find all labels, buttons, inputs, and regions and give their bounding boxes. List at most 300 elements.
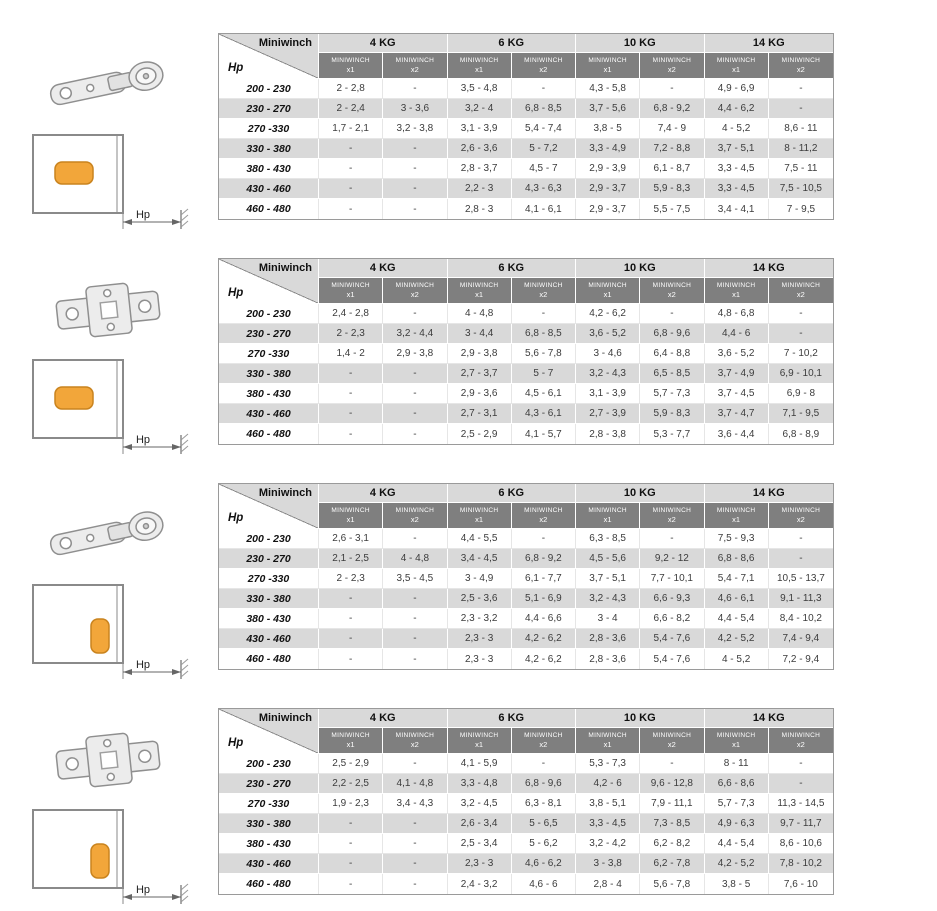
value-cell: 7,5 - 9,3 xyxy=(705,529,769,549)
value-cell: 3,6 - 5,2 xyxy=(576,324,640,344)
hp-range-cell: 330 - 380 xyxy=(219,589,319,609)
value-cell: - xyxy=(383,874,447,894)
value-cell: 6,3 - 8,5 xyxy=(576,529,640,549)
subheader-cell xyxy=(640,278,704,304)
value-cell: 4,9 - 6,9 xyxy=(705,79,769,99)
value-cell: 3,1 - 3,9 xyxy=(576,384,640,404)
hp-range-cell: 270 -330 xyxy=(219,344,319,364)
table-body xyxy=(219,79,833,219)
value-cell: 9,2 - 12 xyxy=(640,549,704,569)
value-cell: - xyxy=(383,609,447,629)
subheader-cell xyxy=(769,503,833,529)
hp-range-cell: 430 - 460 xyxy=(219,179,319,199)
hp-range-cell: 380 - 430 xyxy=(219,834,319,854)
value-cell: 4,1 - 5,7 xyxy=(512,424,576,444)
value-cell: 2,9 - 3,8 xyxy=(448,344,512,364)
value-cell: 4,5 - 5,6 xyxy=(576,549,640,569)
value-cell: - xyxy=(512,79,576,99)
miniwinch-label: MINIWINCH xyxy=(781,506,821,514)
miniwinch-label: MINIWINCH xyxy=(459,731,499,739)
hp-range-cell: 330 - 380 xyxy=(219,364,319,384)
table-head xyxy=(219,34,833,79)
value-cell: 3,4 - 4,1 xyxy=(705,199,769,219)
value-cell: 6,1 - 7,7 xyxy=(512,569,576,589)
table-row xyxy=(219,629,833,649)
section-2-graphics xyxy=(0,258,218,461)
corner-hp-label: Hp xyxy=(228,62,244,74)
value-cell: 3,3 - 4,9 xyxy=(576,139,640,159)
value-cell: 4,3 - 6,1 xyxy=(512,404,576,424)
concealed-hinge-icon xyxy=(47,502,171,568)
load-capacity-table-3 xyxy=(219,484,833,669)
value-cell: 2 - 2,3 xyxy=(319,324,383,344)
table-row xyxy=(219,754,833,774)
value-cell: 3,5 - 4,5 xyxy=(383,569,447,589)
variant-label: x1 xyxy=(732,289,741,299)
table-row xyxy=(219,529,833,549)
table-row xyxy=(219,649,833,669)
value-cell: 3,7 - 4,9 xyxy=(705,364,769,384)
value-cell: 9,6 - 12,8 xyxy=(640,774,704,794)
miniwinch-label: MINIWINCH xyxy=(331,56,370,64)
value-cell: 1,9 - 2,3 xyxy=(319,794,383,814)
value-cell: 5 - 7,2 xyxy=(512,139,576,159)
value-cell: - xyxy=(769,774,833,794)
value-cell: 5,6 - 7,8 xyxy=(640,874,704,894)
value-cell: 6,8 - 9,2 xyxy=(512,549,576,569)
load-capacity-table-4 xyxy=(219,709,833,894)
value-cell: - xyxy=(640,79,704,99)
subheader-cell xyxy=(383,53,447,79)
variant-label: x2 xyxy=(667,64,676,74)
table-body xyxy=(219,529,833,669)
miniwinch-label: MINIWINCH xyxy=(781,281,821,289)
value-cell: - xyxy=(383,424,447,444)
miniwinch-label: MINIWINCH xyxy=(652,506,692,514)
variant-label: x1 xyxy=(603,514,612,524)
value-cell: 6,9 - 8 xyxy=(769,384,833,404)
kg-header-cell: 4 KG xyxy=(319,259,448,278)
value-cell: 5,6 - 7,8 xyxy=(512,344,576,364)
value-cell: - xyxy=(383,814,447,834)
table-row xyxy=(219,364,833,384)
value-cell: 10,5 - 13,7 xyxy=(769,569,833,589)
value-cell: 3,8 - 5 xyxy=(576,119,640,139)
value-cell: 7,4 - 9 xyxy=(640,119,704,139)
value-cell: 2,9 - 3,8 xyxy=(383,344,447,364)
value-cell: 2,3 - 3 xyxy=(448,629,512,649)
value-cell: 7,2 - 9,4 xyxy=(769,649,833,669)
value-cell: - xyxy=(383,199,447,219)
value-cell: 7,7 - 10,1 xyxy=(640,569,704,589)
value-cell: 2,3 - 3 xyxy=(448,854,512,874)
kg-header-row xyxy=(219,259,833,278)
variant-label: x2 xyxy=(410,64,419,74)
section-1 xyxy=(0,33,937,236)
value-cell: 3,3 - 4,5 xyxy=(576,814,640,834)
hp-range-cell: 200 - 230 xyxy=(219,304,319,324)
value-cell: 2,9 - 3,7 xyxy=(576,199,640,219)
value-cell: 3,7 - 5,1 xyxy=(576,569,640,589)
winch-pad xyxy=(55,162,93,184)
value-cell: 2,5 - 2,9 xyxy=(448,424,512,444)
value-cell: - xyxy=(383,649,447,669)
value-cell: 4,1 - 6,1 xyxy=(512,199,576,219)
value-cell: 3,8 - 5 xyxy=(705,874,769,894)
miniwinch-label: MINIWINCH xyxy=(395,281,435,289)
table-row xyxy=(219,79,833,99)
kg-header-cell: 14 KG xyxy=(705,34,834,53)
hp-range-cell: 460 - 480 xyxy=(219,649,319,669)
value-cell: 3 - 3,6 xyxy=(383,99,447,119)
value-cell: - xyxy=(319,404,383,424)
corner-cell xyxy=(219,484,319,529)
subheader-cell xyxy=(769,278,833,304)
value-cell: 2,7 - 3,9 xyxy=(576,404,640,424)
value-cell: 2,6 - 3,1 xyxy=(319,529,383,549)
kg-header-cell: 4 KG xyxy=(319,34,448,53)
table-row xyxy=(219,159,833,179)
value-cell: - xyxy=(319,629,383,649)
value-cell: 4,5 - 7 xyxy=(512,159,576,179)
value-cell: 2,2 - 3 xyxy=(448,179,512,199)
value-cell: 4 - 5,2 xyxy=(705,119,769,139)
table-row xyxy=(219,854,833,874)
miniwinch-label: MINIWINCH xyxy=(524,56,563,64)
miniwinch-label: MINIWINCH xyxy=(588,56,627,64)
cabinet-diagram-vertical-pad xyxy=(25,806,193,906)
variant-label: x1 xyxy=(475,739,484,749)
value-cell: 5,4 - 7,6 xyxy=(640,629,704,649)
kg-header-cell: 4 KG xyxy=(319,484,448,503)
load-capacity-table-2 xyxy=(219,259,833,444)
value-cell: - xyxy=(769,324,833,344)
winch-pad xyxy=(91,844,109,878)
value-cell: 3 - 3,8 xyxy=(576,854,640,874)
value-cell: 6,8 - 8,5 xyxy=(512,99,576,119)
value-cell: 3 - 4,6 xyxy=(576,344,640,364)
table-head xyxy=(219,484,833,529)
miniwinch-label: MINIWINCH xyxy=(395,506,435,514)
value-cell: 4,9 - 6,3 xyxy=(705,814,769,834)
kg-header-cell: 10 KG xyxy=(576,34,705,53)
variant-label: x2 xyxy=(410,289,419,299)
hp-range-cell: 330 - 380 xyxy=(219,139,319,159)
variant-label: x2 xyxy=(410,739,419,749)
variant-label: x1 xyxy=(346,289,355,299)
cabinet-diagram-horizontal-pad xyxy=(25,356,193,456)
value-cell: 4,1 - 5,9 xyxy=(448,754,512,774)
variant-label: x1 xyxy=(603,289,612,299)
value-cell: 6,8 - 9,6 xyxy=(640,324,704,344)
cabinet-diagram-horizontal-pad xyxy=(25,131,193,231)
value-cell: 3,1 - 3,9 xyxy=(448,119,512,139)
value-cell: 6,5 - 8,5 xyxy=(640,364,704,384)
value-cell: 4,4 - 5,5 xyxy=(448,529,512,549)
subheader-cell xyxy=(319,728,383,754)
variant-label: x2 xyxy=(539,739,548,749)
corner-title: Miniwinch xyxy=(258,262,312,274)
value-cell: 5,7 - 7,3 xyxy=(640,384,704,404)
winch-pad xyxy=(55,387,93,409)
variant-label: x2 xyxy=(667,739,676,749)
miniwinch-label: MINIWINCH xyxy=(588,731,627,739)
variant-label: x1 xyxy=(475,64,484,74)
kg-header-cell: 14 KG xyxy=(705,709,834,728)
value-cell: 3,2 - 4,4 xyxy=(383,324,447,344)
value-cell: 2,3 - 3,2 xyxy=(448,609,512,629)
kg-header-cell: 14 KG xyxy=(705,259,834,278)
value-cell: 4,2 - 6,2 xyxy=(576,304,640,324)
hp-range-cell: 230 - 270 xyxy=(219,324,319,344)
value-cell: 6,6 - 8,2 xyxy=(640,609,704,629)
value-cell: 6,8 - 9,2 xyxy=(640,99,704,119)
value-cell: - xyxy=(383,159,447,179)
value-cell: - xyxy=(319,834,383,854)
value-cell: 5,3 - 7,7 xyxy=(640,424,704,444)
kg-header-row xyxy=(219,484,833,503)
value-cell: 2,7 - 3,7 xyxy=(448,364,512,384)
value-cell: 5,3 - 7,3 xyxy=(576,754,640,774)
value-cell: 6,8 - 9,6 xyxy=(512,774,576,794)
miniwinch-label: MINIWINCH xyxy=(716,731,756,739)
value-cell: 5,4 - 7,4 xyxy=(512,119,576,139)
value-cell: 6,1 - 8,7 xyxy=(640,159,704,179)
value-cell: 4,3 - 6,3 xyxy=(512,179,576,199)
kg-header-cell: 10 KG xyxy=(576,259,705,278)
subheader-cell xyxy=(705,278,769,304)
value-cell: - xyxy=(383,529,447,549)
value-cell: - xyxy=(640,529,704,549)
table-head xyxy=(219,709,833,754)
miniwinch-label: MINIWINCH xyxy=(331,281,370,289)
value-cell: - xyxy=(383,179,447,199)
value-cell: 4,2 - 5,2 xyxy=(705,854,769,874)
value-cell: 2,4 - 2,8 xyxy=(319,304,383,324)
table-row xyxy=(219,874,833,894)
hp-range-cell: 430 - 460 xyxy=(219,404,319,424)
value-cell: 6,4 - 8,8 xyxy=(640,344,704,364)
corner-cell xyxy=(219,709,319,754)
miniwinch-label: MINIWINCH xyxy=(459,281,499,289)
value-cell: 6,6 - 9,3 xyxy=(640,589,704,609)
miniwinch-label: MINIWINCH xyxy=(459,56,499,64)
miniwinch-label: MINIWINCH xyxy=(524,506,563,514)
kg-header-cell: 6 KG xyxy=(448,34,577,53)
table-head xyxy=(219,259,833,304)
kg-header-row xyxy=(219,709,833,728)
subheader-cell xyxy=(640,728,704,754)
value-cell: 2,6 - 3,6 xyxy=(448,139,512,159)
hp-range-cell: 270 -330 xyxy=(219,569,319,589)
hp-range-cell: 200 - 230 xyxy=(219,529,319,549)
value-cell: - xyxy=(319,589,383,609)
value-cell: 3 - 4 xyxy=(576,609,640,629)
variant-label: x2 xyxy=(539,514,548,524)
hinge-illustration xyxy=(52,274,166,346)
value-cell: 2,6 - 3,4 xyxy=(448,814,512,834)
subheader-cell xyxy=(448,728,512,754)
hp-range-cell: 200 - 230 xyxy=(219,754,319,774)
value-cell: 4,6 - 6 xyxy=(512,874,576,894)
value-cell: - xyxy=(319,179,383,199)
value-cell: - xyxy=(319,649,383,669)
miniwinch-label: MINIWINCH xyxy=(588,506,627,514)
value-cell: - xyxy=(319,424,383,444)
hp-range-cell: 460 - 480 xyxy=(219,874,319,894)
value-cell: 6,2 - 8,2 xyxy=(640,834,704,854)
value-cell: 2,5 - 3,4 xyxy=(448,834,512,854)
value-cell: - xyxy=(319,814,383,834)
value-cell: 3,2 - 4 xyxy=(448,99,512,119)
value-cell: 6,6 - 8,6 xyxy=(705,774,769,794)
hp-range-cell: 430 - 460 xyxy=(219,629,319,649)
subheader-cell xyxy=(448,503,512,529)
miniwinch-label: MINIWINCH xyxy=(781,731,821,739)
table-row xyxy=(219,304,833,324)
subheader-cell xyxy=(383,503,447,529)
value-cell: 3,2 - 4,5 xyxy=(448,794,512,814)
value-cell: - xyxy=(319,364,383,384)
value-cell: - xyxy=(512,754,576,774)
miniwinch-label: MINIWINCH xyxy=(652,56,692,64)
value-cell: 8 - 11 xyxy=(705,754,769,774)
table-row xyxy=(219,324,833,344)
value-cell: 4,6 - 6,1 xyxy=(705,589,769,609)
hp-range-cell: 460 - 480 xyxy=(219,199,319,219)
miniwinch-label: MINIWINCH xyxy=(781,56,821,64)
subheader-cell xyxy=(512,503,576,529)
value-cell: 7,5 - 10,5 xyxy=(769,179,833,199)
corner-cell xyxy=(219,34,319,79)
table-row xyxy=(219,549,833,569)
corner-title: Miniwinch xyxy=(258,712,312,724)
value-cell: 4,6 - 6,2 xyxy=(512,854,576,874)
value-cell: - xyxy=(383,139,447,159)
miniwinch-label: MINIWINCH xyxy=(524,281,563,289)
value-cell: 4 - 5,2 xyxy=(705,649,769,669)
value-cell: 3,3 - 4,5 xyxy=(705,179,769,199)
kg-header-cell: 10 KG xyxy=(576,709,705,728)
subheader-cell xyxy=(576,728,640,754)
value-cell: 3,8 - 5,1 xyxy=(576,794,640,814)
value-cell: - xyxy=(319,609,383,629)
hp-range-cell: 380 - 430 xyxy=(219,609,319,629)
value-cell: 4,4 - 6,2 xyxy=(705,99,769,119)
value-cell: 7,3 - 8,5 xyxy=(640,814,704,834)
variant-label: x1 xyxy=(732,514,741,524)
hp-range-cell: 200 - 230 xyxy=(219,79,319,99)
subheader-cell xyxy=(319,278,383,304)
cabinet-diagram-vertical-pad xyxy=(25,581,193,681)
variant-label: x2 xyxy=(410,514,419,524)
value-cell: 5 - 6,5 xyxy=(512,814,576,834)
value-cell: - xyxy=(383,854,447,874)
value-cell: 4,4 - 6,6 xyxy=(512,609,576,629)
value-cell: - xyxy=(769,79,833,99)
corner-hp-label: Hp xyxy=(228,512,244,524)
hp-dimension-label: Hp xyxy=(135,659,151,671)
value-cell: 6,8 - 8,9 xyxy=(769,424,833,444)
miniwinch-label: MINIWINCH xyxy=(395,56,435,64)
value-cell: 2,7 - 3,1 xyxy=(448,404,512,424)
variant-label: x1 xyxy=(603,64,612,74)
value-cell: - xyxy=(769,549,833,569)
value-cell: 3,3 - 4,8 xyxy=(448,774,512,794)
value-cell: 5,4 - 7,1 xyxy=(705,569,769,589)
value-cell: 7,5 - 11 xyxy=(769,159,833,179)
table-frame-2 xyxy=(218,258,834,445)
miniwinch-label: MINIWINCH xyxy=(716,281,756,289)
concealed-hinge-icon xyxy=(47,52,171,118)
value-cell: 8,4 - 10,2 xyxy=(769,609,833,629)
value-cell: 7,1 - 9,5 xyxy=(769,404,833,424)
mounting-plate-icon xyxy=(52,279,166,341)
load-capacity-table-1 xyxy=(219,34,833,219)
table-row xyxy=(219,179,833,199)
subheader-cell xyxy=(640,53,704,79)
hp-range-cell: 270 -330 xyxy=(219,794,319,814)
value-cell: 6,3 - 8,1 xyxy=(512,794,576,814)
table-row xyxy=(219,609,833,629)
miniwinch-label: MINIWINCH xyxy=(652,281,692,289)
value-cell: - xyxy=(383,79,447,99)
cabinet-diagram xyxy=(25,356,193,461)
corner-title: Miniwinch xyxy=(258,487,312,499)
table-frame-1 xyxy=(218,33,834,220)
value-cell: - xyxy=(640,304,704,324)
subheader-cell xyxy=(640,503,704,529)
kg-header-row xyxy=(219,34,833,53)
value-cell: 2,1 - 2,5 xyxy=(319,549,383,569)
hp-range-cell: 230 - 270 xyxy=(219,549,319,569)
value-cell: 5,4 - 7,6 xyxy=(640,649,704,669)
value-cell: 4,8 - 6,8 xyxy=(705,304,769,324)
subheader-cell xyxy=(512,53,576,79)
subheader-cell xyxy=(512,278,576,304)
subheader-cell xyxy=(512,728,576,754)
value-cell: 2,2 - 2,5 xyxy=(319,774,383,794)
value-cell: 3,3 - 4,5 xyxy=(705,159,769,179)
value-cell: - xyxy=(769,754,833,774)
value-cell: 2,3 - 3 xyxy=(448,649,512,669)
variant-label: x2 xyxy=(539,289,548,299)
hinge-illustration xyxy=(47,49,171,121)
table-row xyxy=(219,794,833,814)
value-cell: - xyxy=(512,529,576,549)
value-cell: - xyxy=(383,629,447,649)
value-cell: - xyxy=(769,99,833,119)
table-body xyxy=(219,304,833,444)
hp-range-cell: 330 - 380 xyxy=(219,814,319,834)
miniwinch-label: MINIWINCH xyxy=(716,56,756,64)
corner-cell xyxy=(219,259,319,304)
kg-header-cell: 6 KG xyxy=(448,259,577,278)
variant-label: x2 xyxy=(796,64,805,74)
hp-range-cell: 270 -330 xyxy=(219,119,319,139)
mounting-plate-icon xyxy=(52,729,166,791)
table-body xyxy=(219,754,833,894)
section-4 xyxy=(0,708,937,911)
section-2 xyxy=(0,258,937,461)
section-3 xyxy=(0,483,937,686)
value-cell: 3,7 - 5,1 xyxy=(705,139,769,159)
value-cell: 7,9 - 11,1 xyxy=(640,794,704,814)
value-cell: 2,8 - 3 xyxy=(448,199,512,219)
hp-range-cell: 230 - 270 xyxy=(219,774,319,794)
value-cell: 4 - 4,8 xyxy=(448,304,512,324)
value-cell: 8 - 11,2 xyxy=(769,139,833,159)
